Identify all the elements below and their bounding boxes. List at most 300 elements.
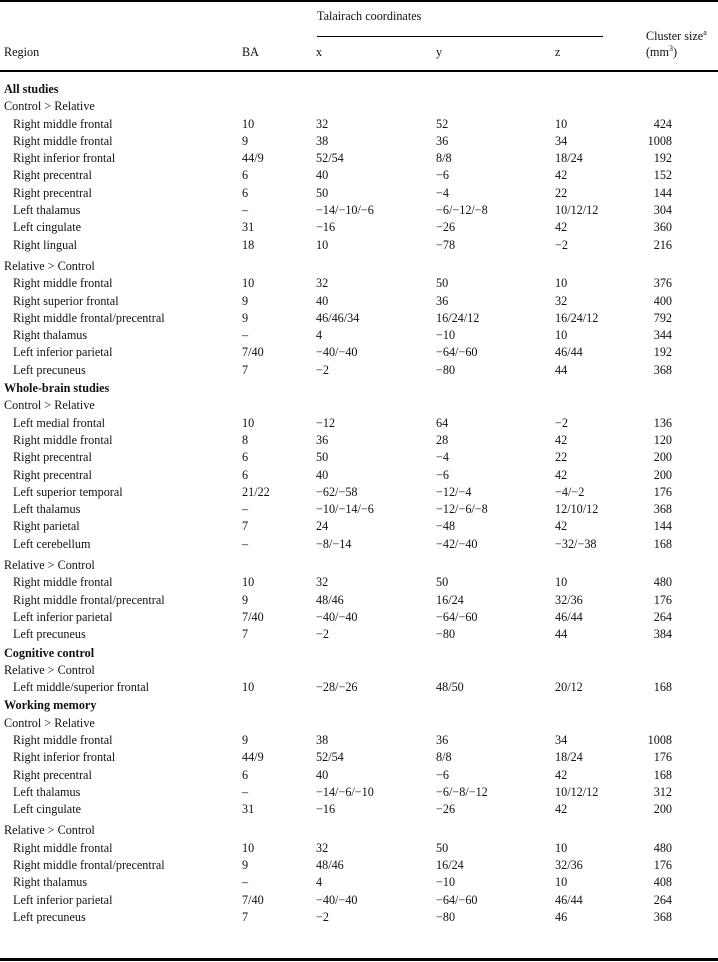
- ba-cell: 8: [242, 432, 249, 447]
- ba-cell: 10: [242, 840, 255, 855]
- x-coordinate-cell: 40: [316, 293, 329, 308]
- x-coordinate-cell: 32: [316, 840, 329, 855]
- z-coordinate-cell: 18/24: [555, 151, 583, 166]
- contrast-label: Relative > Control: [4, 558, 95, 573]
- ba-cell: 9: [242, 293, 249, 308]
- table-row: [0, 484, 718, 501]
- cluster-size-cell: 480: [653, 575, 672, 590]
- z-header: z: [555, 45, 561, 59]
- table-row: [0, 767, 718, 784]
- z-coordinate-cell: −2: [555, 237, 568, 252]
- ba-cell: 7: [242, 362, 249, 377]
- x-coordinate-cell: 4: [316, 875, 323, 890]
- z-coordinate-cell: 34: [555, 133, 568, 148]
- region-cell: Right middle frontal: [13, 432, 113, 447]
- y-coordinate-cell: 8/8: [436, 151, 452, 166]
- table-row: [0, 219, 718, 236]
- x-coordinate-cell: −16: [316, 220, 336, 235]
- x-coordinate-cell: 36: [316, 432, 329, 447]
- ba-cell: 10: [242, 276, 255, 291]
- unit-close: ): [673, 45, 678, 59]
- cluster-size-cell: 1008: [647, 732, 672, 747]
- ba-cell: 6: [242, 467, 249, 482]
- region-cell: Left precuneus: [13, 627, 86, 642]
- cluster-size-cell: 200: [653, 467, 672, 482]
- region-cell: Left middle/superior frontal: [13, 680, 150, 695]
- x-coordinate-cell: 32: [316, 276, 329, 291]
- x-coordinate-cell: 50: [316, 185, 329, 200]
- table-row: [0, 327, 718, 344]
- ba-cell: 9: [242, 858, 249, 873]
- x-coordinate-cell: 24: [316, 519, 329, 534]
- table-row: [0, 185, 718, 202]
- talairach-header: Talairach coordinates: [317, 9, 422, 23]
- table-row: [0, 518, 718, 535]
- region-cell: Right thalamus: [13, 328, 88, 343]
- y-coordinate-cell: 48/50: [436, 680, 464, 695]
- table-row: [0, 293, 718, 310]
- ba-cell: 10: [242, 680, 255, 695]
- z-coordinate-cell: 46/44: [555, 892, 583, 907]
- x-coordinate-cell: 52/54: [316, 151, 344, 166]
- section-title: All studies: [4, 82, 59, 96]
- table-row: [0, 732, 718, 749]
- region-cell: Right thalamus: [13, 875, 88, 890]
- region-cell: Right middle frontal/precentral: [13, 858, 165, 873]
- cluster-size-cell: 176: [653, 750, 672, 765]
- table-row: [0, 784, 718, 801]
- cluster-size-cell: 200: [653, 450, 672, 465]
- cluster-size-cell: 200: [653, 802, 672, 817]
- x-coordinate-cell: 40: [316, 168, 329, 183]
- table-row: [0, 167, 718, 184]
- table-row: [0, 592, 718, 609]
- ba-cell: 10: [242, 415, 255, 430]
- x-coordinate-cell: 52/54: [316, 750, 344, 765]
- z-coordinate-cell: 32/36: [555, 858, 583, 873]
- z-coordinate-cell: 10: [555, 328, 568, 343]
- table-bottom-rule: [0, 958, 718, 961]
- z-coordinate-cell: 42: [555, 767, 568, 782]
- cluster-size-cell: 168: [653, 680, 672, 695]
- table-row: [0, 116, 718, 133]
- y-coordinate-cell: 52: [436, 116, 449, 131]
- z-coordinate-cell: 32/36: [555, 592, 583, 607]
- table-row: [0, 310, 718, 327]
- ba-cell: 7: [242, 627, 249, 642]
- cluster-size-cell: 408: [653, 875, 672, 890]
- y-coordinate-cell: −78: [436, 237, 456, 252]
- contrast-group-row: [0, 662, 718, 679]
- cluster-size-cell: 384: [653, 627, 672, 642]
- y-coordinate-cell: 8/8: [436, 750, 452, 765]
- cluster-size-cell: 176: [653, 858, 672, 873]
- y-coordinate-cell: 36: [436, 732, 449, 747]
- table-top-rule: [0, 0, 718, 2]
- table-row: [0, 749, 718, 766]
- x-coordinate-cell: −2: [316, 627, 329, 642]
- header-rule: [0, 70, 718, 72]
- region-cell: Left medial frontal: [13, 415, 106, 430]
- region-cell: Right lingual: [13, 237, 77, 252]
- region-cell: Right parietal: [13, 519, 80, 534]
- ba-cell: –: [242, 502, 249, 517]
- cluster-size-header: [646, 29, 707, 44]
- x-coordinate-cell: 48/46: [316, 592, 344, 607]
- y-coordinate-cell: −4: [436, 450, 449, 465]
- cluster-size-cell: 360: [653, 220, 672, 235]
- cluster-size-cell: 168: [653, 536, 672, 551]
- ba-cell: 6: [242, 767, 249, 782]
- region-cell: Left cerebellum: [13, 536, 91, 551]
- region-cell: Right precentral: [13, 767, 92, 782]
- ba-cell: 9: [242, 732, 249, 747]
- cluster-size-cell: 312: [653, 784, 672, 799]
- ba-cell: –: [242, 328, 249, 343]
- y-coordinate-cell: 36: [436, 133, 449, 148]
- x-coordinate-cell: 4: [316, 328, 323, 343]
- y-coordinate-cell: −6/−12/−8: [436, 203, 488, 218]
- z-coordinate-cell: 22: [555, 185, 568, 200]
- y-coordinate-cell: 50: [436, 575, 449, 590]
- y-coordinate-cell: −10: [436, 328, 456, 343]
- y-coordinate-cell: 50: [436, 276, 449, 291]
- table-row: [0, 874, 718, 891]
- contrast-group-row: [0, 715, 718, 732]
- z-coordinate-cell: 10: [555, 575, 568, 590]
- z-coordinate-cell: 42: [555, 519, 568, 534]
- z-coordinate-cell: 42: [555, 220, 568, 235]
- y-coordinate-cell: −12/−6/−8: [436, 502, 488, 517]
- x-coordinate-cell: −2: [316, 362, 329, 377]
- cluster-size-cell: 400: [653, 293, 672, 308]
- cluster-size-cell: 368: [653, 909, 672, 924]
- region-cell: Left thalamus: [13, 502, 81, 517]
- cluster-size-cell: 368: [653, 362, 672, 377]
- z-coordinate-cell: 46/44: [555, 609, 583, 624]
- ba-cell: –: [242, 203, 249, 218]
- table-row: [0, 801, 718, 818]
- table-row: [0, 574, 718, 591]
- z-coordinate-cell: 46: [555, 909, 568, 924]
- z-coordinate-cell: 12/10/12: [555, 502, 599, 517]
- table-row: [0, 362, 718, 379]
- region-cell: Left cingulate: [13, 220, 82, 235]
- y-coordinate-cell: 16/24/12: [436, 310, 480, 325]
- ba-cell: –: [242, 536, 249, 551]
- ba-cell: –: [242, 875, 249, 890]
- ba-cell: 9: [242, 133, 249, 148]
- y-coordinate-cell: −80: [436, 627, 456, 642]
- cluster-size-cell: 368: [653, 502, 672, 517]
- region-cell: Right inferior frontal: [13, 151, 116, 166]
- ba-cell: 6: [242, 185, 249, 200]
- cluster-size-cell: 1008: [647, 133, 672, 148]
- region-cell: Left precuneus: [13, 362, 86, 377]
- z-coordinate-cell: 10/12/12: [555, 203, 599, 218]
- x-coordinate-cell: −10/−14/−6: [316, 502, 374, 517]
- y-coordinate-cell: −6: [436, 467, 449, 482]
- ba-header: BA: [242, 45, 259, 59]
- z-coordinate-cell: 42: [555, 802, 568, 817]
- table-row: [0, 909, 718, 926]
- ba-cell: 9: [242, 592, 249, 607]
- table-row: [0, 609, 718, 626]
- y-coordinate-cell: −26: [436, 802, 456, 817]
- talairach-underline: [317, 36, 603, 37]
- z-coordinate-cell: 10: [555, 840, 568, 855]
- x-coordinate-cell: −14/−10/−6: [316, 203, 374, 218]
- cluster-size-cell: 216: [653, 237, 672, 252]
- x-coordinate-cell: −28/−26: [316, 680, 358, 695]
- ba-cell: 10: [242, 575, 255, 590]
- ba-cell: 31: [242, 220, 255, 235]
- region-cell: Right middle frontal/precentral: [13, 310, 165, 325]
- table-row: [0, 536, 718, 553]
- cluster-size-cell: 792: [653, 310, 672, 325]
- ba-cell: 31: [242, 802, 255, 817]
- y-coordinate-cell: 16/24: [436, 858, 464, 873]
- table-row: [0, 237, 718, 254]
- cluster-size-cell: 344: [653, 328, 672, 343]
- z-coordinate-cell: 44: [555, 627, 568, 642]
- x-coordinate-cell: 48/46: [316, 858, 344, 873]
- y-coordinate-cell: 28: [436, 432, 449, 447]
- x-coordinate-cell: 40: [316, 767, 329, 782]
- ba-cell: 44/9: [242, 750, 264, 765]
- region-header: Region: [4, 45, 40, 59]
- region-cell: Left inferior parietal: [13, 345, 113, 360]
- region-cell: Right superior frontal: [13, 293, 119, 308]
- y-coordinate-cell: −42/−40: [436, 536, 478, 551]
- region-cell: Left thalamus: [13, 203, 81, 218]
- cluster-size-cell: 192: [653, 151, 672, 166]
- section-title: Whole-brain studies: [4, 381, 110, 396]
- x-coordinate-cell: −40/−40: [316, 892, 358, 907]
- ba-cell: 7: [242, 519, 249, 534]
- y-coordinate-cell: −6: [436, 767, 449, 782]
- z-coordinate-cell: 42: [555, 467, 568, 482]
- y-coordinate-cell: −80: [436, 362, 456, 377]
- table-row: [0, 133, 718, 150]
- x-header: x: [316, 45, 323, 59]
- table-row: [0, 415, 718, 432]
- y-coordinate-cell: 50: [436, 840, 449, 855]
- cluster-size-cell: 176: [653, 592, 672, 607]
- table-row: [0, 679, 718, 696]
- region-cell: Right precentral: [13, 467, 92, 482]
- x-coordinate-cell: 10: [316, 237, 329, 252]
- table-row: [0, 892, 718, 909]
- footnote-marker: a: [703, 28, 707, 37]
- cluster-size-cell: 480: [653, 840, 672, 855]
- ba-cell: 10: [242, 116, 255, 131]
- x-coordinate-cell: −14/−6/−10: [316, 784, 374, 799]
- contrast-group-row: [0, 557, 718, 574]
- z-coordinate-cell: 32: [555, 293, 568, 308]
- cluster-size-cell: 136: [653, 415, 672, 430]
- ba-cell: 9: [242, 310, 249, 325]
- region-cell: Right middle frontal: [13, 840, 113, 855]
- x-coordinate-cell: 46/46/34: [316, 310, 360, 325]
- x-coordinate-cell: −40/−40: [316, 345, 358, 360]
- contrast-label: Relative > Control: [4, 662, 95, 677]
- table-row: [0, 432, 718, 449]
- ba-cell: 7/40: [242, 345, 264, 360]
- contrast-group-row: [0, 98, 718, 115]
- region-cell: Left superior temporal: [13, 484, 123, 499]
- contrast-label: Control > Relative: [4, 99, 95, 114]
- x-coordinate-cell: 38: [316, 133, 329, 148]
- z-coordinate-cell: −2: [555, 415, 568, 430]
- region-cell: Left precuneus: [13, 909, 86, 924]
- z-coordinate-cell: −32/−38: [555, 536, 597, 551]
- y-coordinate-cell: −4: [436, 185, 449, 200]
- contrast-label: Control > Relative: [4, 715, 95, 730]
- cluster-size-cell: 176: [653, 484, 672, 499]
- ba-cell: 21/22: [242, 484, 270, 499]
- y-coordinate-cell: −6: [436, 168, 449, 183]
- y-coordinate-cell: −12/−4: [436, 484, 472, 499]
- x-coordinate-cell: −2: [316, 909, 329, 924]
- ba-cell: 7/40: [242, 892, 264, 907]
- table-row: [0, 202, 718, 219]
- section-title: Cognitive control: [4, 645, 95, 660]
- region-cell: Right precentral: [13, 450, 92, 465]
- region-cell: Left inferior parietal: [13, 609, 113, 624]
- section-spacer: [0, 926, 718, 927]
- y-coordinate-cell: −6/−8/−12: [436, 784, 488, 799]
- x-coordinate-cell: 50: [316, 450, 329, 465]
- table-body: [0, 81, 718, 927]
- table-row: [0, 449, 718, 466]
- ba-cell: 7: [242, 909, 249, 924]
- table-row: [0, 344, 718, 361]
- ba-cell: 18: [242, 237, 255, 252]
- region-cell: Right inferior frontal: [13, 750, 116, 765]
- z-coordinate-cell: 46/44: [555, 345, 583, 360]
- ba-cell: 7/40: [242, 609, 264, 624]
- y-coordinate-cell: 64: [436, 415, 449, 430]
- unit-text: (mm: [646, 45, 670, 59]
- y-coordinate-cell: −64/−60: [436, 345, 478, 360]
- z-coordinate-cell: 10: [555, 276, 568, 291]
- contrast-label: Control > Relative: [4, 398, 95, 413]
- y-header: y: [436, 45, 443, 59]
- cluster-size-cell: 144: [653, 519, 672, 534]
- ba-cell: –: [242, 784, 249, 799]
- x-coordinate-cell: −62/−58: [316, 484, 358, 499]
- z-coordinate-cell: 20/12: [555, 680, 583, 695]
- y-coordinate-cell: −48: [436, 519, 456, 534]
- table-row: [0, 840, 718, 857]
- cluster-size-unit: [646, 45, 677, 60]
- z-coordinate-cell: 10: [555, 116, 568, 131]
- region-cell: Right middle frontal: [13, 276, 113, 291]
- y-coordinate-cell: −64/−60: [436, 892, 478, 907]
- contrast-group-row: [0, 822, 718, 839]
- z-coordinate-cell: 22: [555, 450, 568, 465]
- region-cell: Right middle frontal: [13, 116, 113, 131]
- z-coordinate-cell: 42: [555, 432, 568, 447]
- region-cell: Right middle frontal: [13, 133, 113, 148]
- x-coordinate-cell: 32: [316, 575, 329, 590]
- x-coordinate-cell: −40/−40: [316, 609, 358, 624]
- cluster-size-cell: 376: [653, 276, 672, 291]
- table-row: [0, 150, 718, 167]
- ba-cell: 6: [242, 168, 249, 183]
- region-cell: Right middle frontal: [13, 732, 113, 747]
- table-row: [0, 626, 718, 643]
- region-cell: Left inferior parietal: [13, 892, 113, 907]
- region-cell: Left cingulate: [13, 802, 82, 817]
- z-coordinate-cell: 10/12/12: [555, 784, 599, 799]
- table-row: [0, 857, 718, 874]
- z-coordinate-cell: 34: [555, 732, 568, 747]
- y-coordinate-cell: −26: [436, 220, 456, 235]
- cluster-size-cell: 144: [653, 185, 672, 200]
- region-cell: Right middle frontal/precentral: [13, 592, 165, 607]
- x-coordinate-cell: −8/−14: [316, 536, 352, 551]
- y-coordinate-cell: −64/−60: [436, 609, 478, 624]
- section-heading-row: [0, 645, 718, 662]
- contrast-group-row: [0, 397, 718, 414]
- region-cell: Right precentral: [13, 185, 92, 200]
- y-coordinate-cell: 16/24: [436, 592, 464, 607]
- contrast-label: Relative > Control: [4, 823, 95, 838]
- z-coordinate-cell: 10: [555, 875, 568, 890]
- region-cell: Left thalamus: [13, 784, 81, 799]
- cluster-size-label: Cluster size: [646, 29, 704, 43]
- section-heading-row: [0, 81, 718, 98]
- region-cell: Right precentral: [13, 168, 92, 183]
- section-title: Working memory: [4, 698, 97, 713]
- cluster-size-cell: 152: [653, 168, 672, 183]
- cluster-size-cell: 424: [653, 116, 672, 131]
- z-coordinate-cell: 44: [555, 362, 568, 377]
- ba-cell: 44/9: [242, 151, 264, 166]
- cluster-size-cell: 304: [653, 203, 672, 218]
- z-coordinate-cell: −4/−2: [555, 484, 585, 499]
- x-coordinate-cell: 38: [316, 732, 329, 747]
- y-coordinate-cell: 36: [436, 293, 449, 308]
- cluster-size-cell: 120: [653, 432, 672, 447]
- x-coordinate-cell: 32: [316, 116, 329, 131]
- ba-cell: 6: [242, 450, 249, 465]
- section-heading-row: [0, 380, 718, 397]
- contrast-group-row: [0, 258, 718, 275]
- cluster-size-cell: 168: [653, 767, 672, 782]
- table-row: [0, 467, 718, 484]
- cluster-size-cell: 192: [653, 345, 672, 360]
- region-cell: Right middle frontal: [13, 575, 113, 590]
- section-heading-row: [0, 697, 718, 714]
- table-row: [0, 275, 718, 292]
- cluster-size-cell: 264: [653, 609, 672, 624]
- z-coordinate-cell: 16/24/12: [555, 310, 599, 325]
- x-coordinate-cell: −12: [316, 415, 336, 430]
- x-coordinate-cell: 40: [316, 467, 329, 482]
- y-coordinate-cell: −10: [436, 875, 456, 890]
- x-coordinate-cell: −16: [316, 802, 336, 817]
- z-coordinate-cell: 18/24: [555, 750, 583, 765]
- contrast-label: Relative > Control: [4, 258, 95, 273]
- z-coordinate-cell: 42: [555, 168, 568, 183]
- unit-exponent: 3: [669, 44, 674, 53]
- table-row: [0, 501, 718, 518]
- y-coordinate-cell: −80: [436, 909, 456, 924]
- cluster-size-cell: 264: [653, 892, 672, 907]
